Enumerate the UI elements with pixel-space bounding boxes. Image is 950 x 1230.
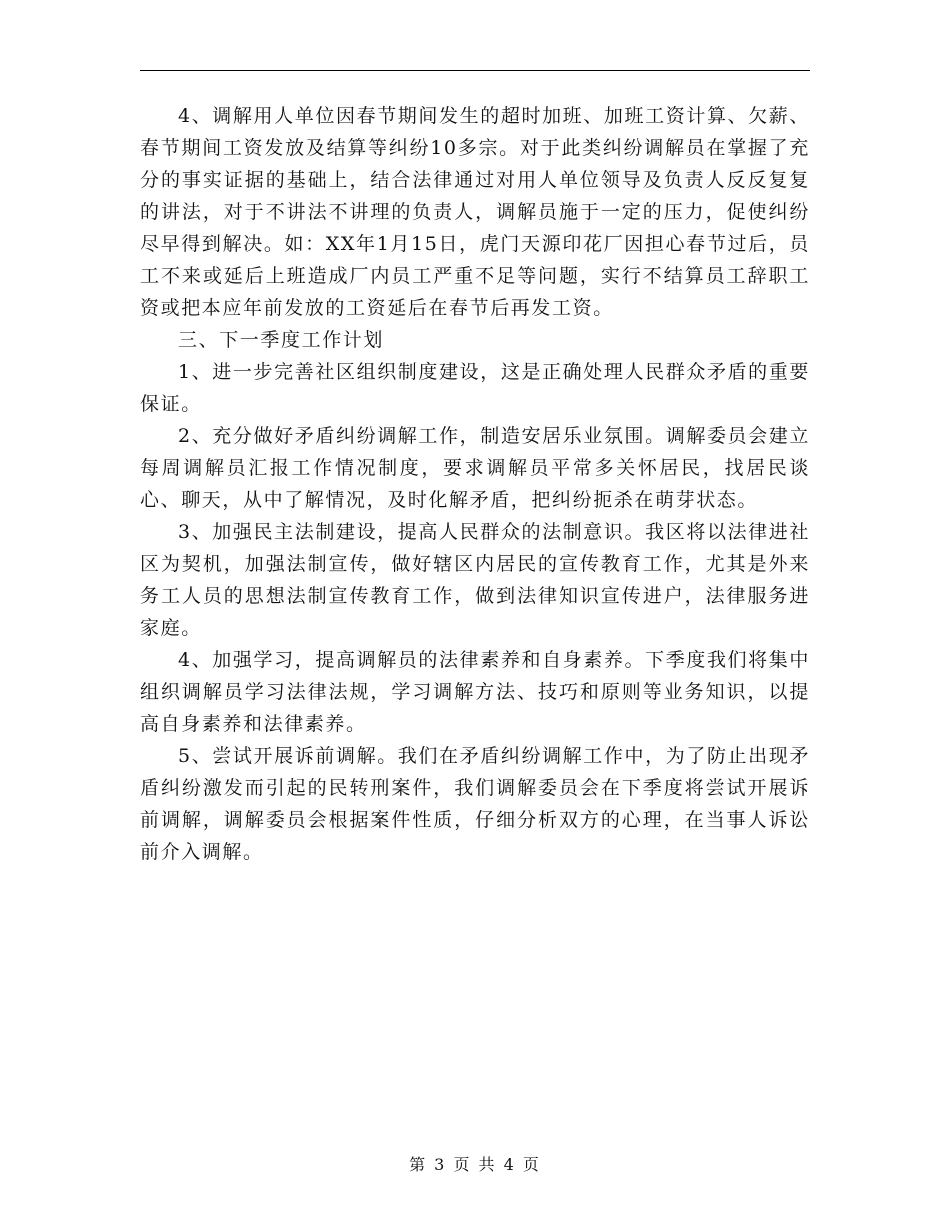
page-number-footer: 第 3 页 共 4 页 [409, 1155, 541, 1174]
paragraph-plan-item-5: 5、尝试开展诉前调解。我们在矛盾纠纷调解工作中，为了防止出现矛盾纠纷激发而引起的民转刑案件，我们调解委员会在下季度将尝试开展诉前调解，调解委员会根据案件性质，仔细分析双方的心理，在当事人诉讼前介入调解。 [140, 745, 810, 863]
section-heading-next-quarter-plan: 三、下一季度工作计划 [178, 329, 385, 351]
paragraph-plan-item-2: 2、充分做好矛盾纠纷调解工作，制造安居乐业氛围。调解委员会建立每周调解员汇报工作情况制度，要求调解员平常多关怀居民，找居民谈心、聊天，从中了解情况，及时化解矛盾，把纠纷扼杀在萌芽状态。 [140, 425, 810, 511]
document-body [140, 100, 810, 868]
paragraph-overtime-disputes: 4、调解用人单位因春节期间发生的超时加班、加班工资计算、欠薪、春节期间工资发放及结算等纠纷10多宗。对于此类纠纷调解员在掌握了充分的事实证据的基础上，结合法律通过对用人单位领导及负责人反反复复的讲法，对于不讲法不讲理的负责人，调解员施于一定的压力，促使纠纷尽早得到解决。如：XX年1月15日，虎门天源印花厂因担心春节过后，员工不来或延后上班造成厂内员工严重不足等问题，实行不结算员工辞职工资或把本应年前发放的工资延后在春节后再发工资。 [140, 105, 810, 319]
header-rule [140, 70, 810, 71]
paragraph-plan-item-3: 3、加强民主法制建设，提高人民群众的法制意识。我区将以法律进社区为契机，加强法制宣传，做好辖区内居民的宣传教育工作，尤其是外来务工人员的思想法制宣传教育工作，做到法律知识宣传进户，法律服务进家庭。 [140, 521, 810, 639]
paragraph-plan-item-4: 4、加强学习，提高调解员的法律素养和自身素养。下季度我们将集中组织调解员学习法律法规，学习调解方法、技巧和原则等业务知识，以提高自身素养和法律素养。 [140, 649, 810, 735]
paragraph-plan-item-1: 1、进一步完善社区组织制度建设，这是正确处理人民群众矛盾的重要保证。 [140, 361, 810, 415]
